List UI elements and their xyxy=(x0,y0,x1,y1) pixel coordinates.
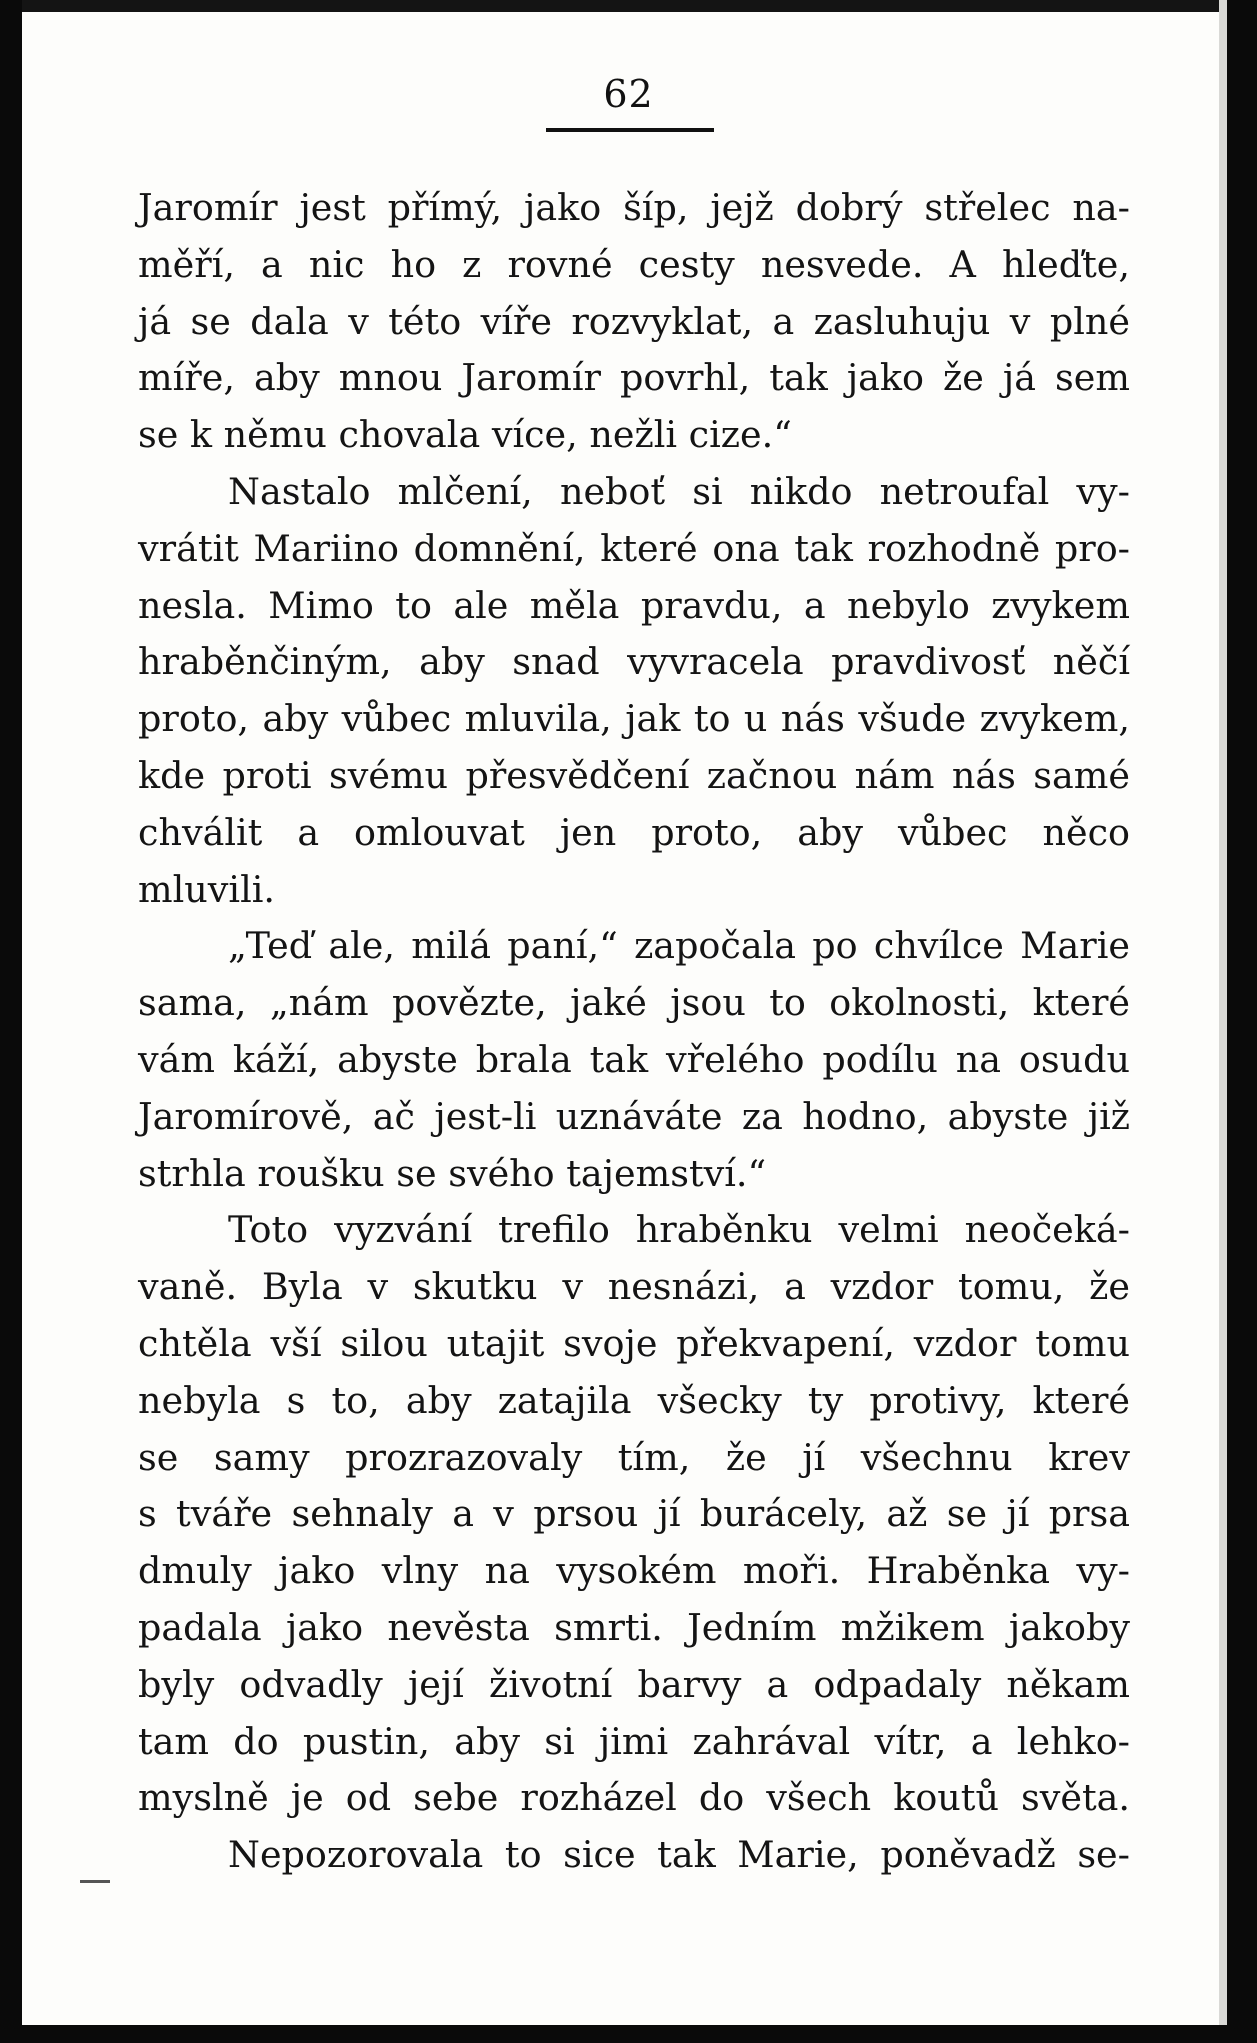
text-line: se k němu chovala více, nežli cize.“ xyxy=(138,413,792,457)
text-line: se samy prozrazovaly tím, že jí všechnu krev xyxy=(138,1435,1130,1479)
text-line: myslně je od sebe rozházel do všech koutů světa. xyxy=(138,1776,1130,1820)
text-line: tam do pustin, aby si jimi zahrával vítr, a lehko- xyxy=(138,1719,1130,1763)
text-line: měří, a nic ho z rovné cesty nesvede. A hleďte, xyxy=(138,242,1130,286)
text-line: strhla roušku se svého tajemství.“ xyxy=(138,1151,767,1195)
text-line: nebyla s to, aby zatajila všecky ty protivy, které xyxy=(138,1378,1130,1422)
page-number: 62 xyxy=(603,72,654,116)
text-line: „Teď ale, milá paní,“ započala po chvílce Marie xyxy=(228,924,1130,968)
text-line: sama, „nám povězte, jaké jsou to okolnosti, které xyxy=(138,981,1130,1025)
text-line: Nastalo mlčení, neboť si nikdo netroufal vy- xyxy=(228,469,1130,513)
text-line: chválit a omlouvat jen proto, aby vůbec něco xyxy=(138,810,1130,854)
text-line: vrátit Mariino domnění, které ona tak rozhodně pro- xyxy=(138,526,1130,570)
text-line: padala jako nevěsta smrti. Jedním mžikem jakoby xyxy=(138,1605,1130,1649)
text-line: hraběnčiným, aby snad vyvracela pravdivosť něčí xyxy=(138,640,1130,684)
scan-border-top xyxy=(0,0,1257,12)
page-number-rule xyxy=(546,128,714,132)
text-line: chtěla vší silou utajit svoje překvapení, vzdor tomu xyxy=(138,1321,1130,1365)
text-line: vaně. Byla v skutku v nesnázi, a vzdor tomu, že xyxy=(138,1265,1130,1309)
text-line: s tváře sehnaly a v prsou jí burácely, až se jí prsa xyxy=(138,1492,1130,1536)
scan-border-right-inner xyxy=(1219,0,1227,2043)
scan-border-bottom xyxy=(0,2025,1257,2043)
body-text xyxy=(138,180,1130,1884)
text-line: Jaromír jest přímý, jako šíp, jejž dobrý střelec na- xyxy=(138,186,1130,229)
text-line: míře, aby mnou Jaromír povrhl, tak jako že já sem xyxy=(138,356,1130,400)
text-line: Toto vyzvání trefilo hraběnku velmi neočeká- xyxy=(228,1208,1130,1252)
text-line: Jaromírově, ač jest-li uznáváte za hodno, abyste již xyxy=(138,1094,1130,1138)
text-line: vám káží, abyste brala tak vřelého podílu na osudu xyxy=(138,1037,1130,1081)
text-line: byly odvadly její životní barvy a odpadaly někam xyxy=(138,1662,1130,1706)
text-line: mluvili. xyxy=(138,867,276,911)
scan-border-right xyxy=(1227,0,1257,2043)
text-line: Nepozorovala to sice tak Marie, poněvadž se- xyxy=(228,1833,1130,1877)
margin-mark xyxy=(80,1880,110,1883)
scan-border-left xyxy=(0,0,22,2043)
text-line: kde proti svému přesvědčení začnou nám nás samé xyxy=(138,753,1130,797)
text-line: dmuly jako vlny na vysokém moři. Hraběnka vy- xyxy=(138,1549,1130,1593)
text-line: já se dala v této víře rozvyklat, a zasluhuju v plné xyxy=(138,299,1130,343)
text-line: proto, aby vůbec mluvila, jak to u nás všude zvykem, xyxy=(138,697,1130,741)
text-line: nesla. Mimo to ale měla pravdu, a nebylo zvykem xyxy=(138,583,1130,627)
